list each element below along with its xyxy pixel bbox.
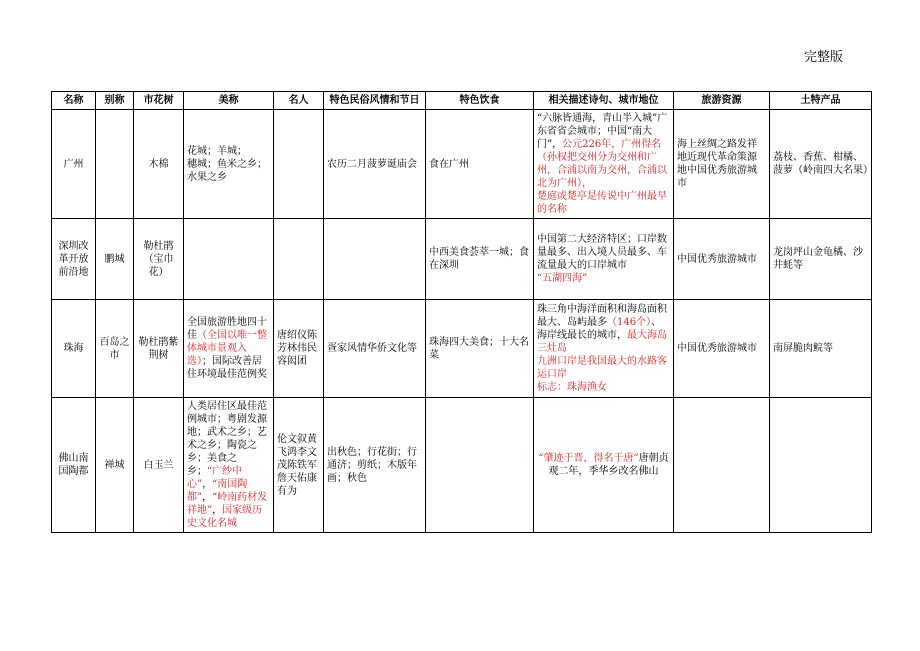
city-festival: 农历二月菠萝诞庙会: [324, 110, 426, 219]
header-cell: 别称: [96, 92, 134, 110]
city-alias: 禅城: [96, 398, 134, 533]
description-text: 标志：珠海渔女: [537, 382, 607, 393]
city-festival: 出秋色；行花街；行通济；剪纸；木版年画；秋色: [324, 398, 426, 533]
city-name: 深圳改革开放前沿地: [52, 219, 96, 300]
header-cell: 土特产品: [770, 92, 872, 110]
city-people: 唐绍仪陈芳林伟民容闳团: [274, 300, 324, 398]
city-tourism: 海上丝绸之路发祥地近现代革命策源地中国优秀旅游城市: [674, 110, 770, 219]
city-products: [770, 398, 872, 533]
description-text: 、海岸线最长的城市，: [537, 317, 662, 341]
table-row: [52, 219, 872, 300]
city-nickname: [184, 398, 274, 533]
city-tourism: 中国优秀旅游城市: [674, 300, 770, 398]
city-festival: 疍家风情华侨文化等: [324, 300, 426, 398]
city-food: 食在广州: [426, 110, 534, 219]
city-food: 珠海四大美食；十大名菜: [426, 300, 534, 398]
city-food: [426, 398, 534, 533]
nickname-text: “广纱中心”: [187, 466, 243, 490]
city-products: 龙岗坪山金龟橘、沙井蚝等: [770, 219, 872, 300]
nickname-text: 国家级历史文化名城: [187, 505, 263, 529]
city-alias: [96, 110, 134, 219]
nickname-text: ，: [202, 479, 213, 490]
city-description: [534, 300, 674, 398]
nickname-text: “南国陶都”: [187, 479, 248, 503]
description-text: “五湖四海”: [537, 273, 588, 284]
header-cell: 名称: [52, 92, 96, 110]
city-description: [534, 219, 674, 300]
city-name: 广州: [52, 110, 96, 219]
city-nickname: [184, 110, 274, 219]
city-nickname: [184, 219, 274, 300]
city-flower: 勒杜鹃紫荆树: [134, 300, 184, 398]
nickname-text: ，: [212, 505, 223, 516]
city-name: 佛山南国陶都: [52, 398, 96, 533]
header-cell: 特色民俗风情和节日: [324, 92, 426, 110]
city-info-table: [51, 91, 872, 533]
city-tourism: 中国优秀旅游城市: [674, 219, 770, 300]
header-cell: 特色饮食: [426, 92, 534, 110]
description-text: 珠三角中海洋面积和海岛面积最大、岛屿最多: [537, 304, 667, 328]
nickname-text: “岭南药材发祥地”: [187, 492, 268, 516]
nickname-text: 人类居住区最佳范例城市；粤剧发源地；武术之乡；艺术之乡；陶瓷之乡；美食之乡；: [187, 401, 267, 477]
city-people: [274, 219, 324, 300]
header-cell: 市花树: [134, 92, 184, 110]
city-tourism: [674, 398, 770, 533]
city-festival: [324, 219, 426, 300]
table-row: [52, 398, 872, 533]
city-flower: 白玉兰: [134, 398, 184, 533]
description-text: 唐朝贞观二年，: [548, 453, 669, 477]
nickname-text: ，: [202, 492, 213, 503]
table-header-row: [52, 92, 872, 110]
city-products: 南屏脆肉鲩等: [770, 300, 872, 398]
city-flower: 木棉: [134, 110, 184, 219]
description-text: 最大海岛三灶岛: [537, 330, 667, 354]
description-text: 楚庭或楚亭是传说中广州最早的名称: [537, 191, 667, 215]
city-people: 伦文叙黄飞鸿李文茂陈铁军詹天佑康有为: [274, 398, 324, 533]
city-description: [534, 110, 674, 219]
description-text: 九洲口岸是我国最大的水路客运口岸: [537, 356, 667, 380]
city-name: 珠海: [52, 300, 96, 398]
city-alias: 百岛之市: [96, 300, 134, 398]
nickname-line: 穗城；鱼米之乡；: [187, 158, 267, 170]
description-text: 公元226年，广州得名（孙权把交州分为交州和广州，合浦以南为交州，合浦以北为广州），: [537, 139, 667, 189]
nickname-text: 全国旅游胜地四十佳: [187, 317, 267, 341]
header-cell: 名人: [274, 92, 324, 110]
city-description: [534, 398, 674, 533]
description-text: “六脉皆通海，青山半入城”广东省省会城市；中国“南大门”，: [537, 113, 668, 150]
description-text: “肇迹于晋，得名于唐”: [538, 453, 639, 464]
city-food: 中西美食荟萃一城；食在深圳: [426, 219, 534, 300]
city-people: [274, 110, 324, 219]
header-cell: 相关描述诗句、城市地位: [534, 92, 674, 110]
nickname-line: 水果之乡: [187, 171, 227, 183]
description-text: 中国第二大经济特区；口岸数量最多、出入境人员最多、车流量最大的口岸城市: [537, 234, 667, 271]
nickname-line: 花城；羊城；: [187, 145, 247, 157]
description-text: （146个）: [607, 317, 652, 328]
description-text: 季华乡改名佛山: [588, 466, 659, 477]
city-flower: 勒杜鹃（宝巾花）: [134, 219, 184, 300]
table-row: [52, 300, 872, 398]
city-alias: 鹏城: [96, 219, 134, 300]
nickname-text: ；国际改善居住环境最佳范例奖: [187, 356, 267, 380]
city-products: 荔枝、香蕉、柑橘、菠萝（岭南四大名果）: [770, 110, 872, 219]
version-label: 完整版: [804, 50, 844, 65]
header-cell: 美称: [184, 92, 274, 110]
city-nickname: [184, 300, 274, 398]
header-cell: 旅游资源: [674, 92, 770, 110]
nickname-text: （全国以唯一整体城市景观入选）: [187, 330, 267, 367]
table-row: [52, 110, 872, 219]
